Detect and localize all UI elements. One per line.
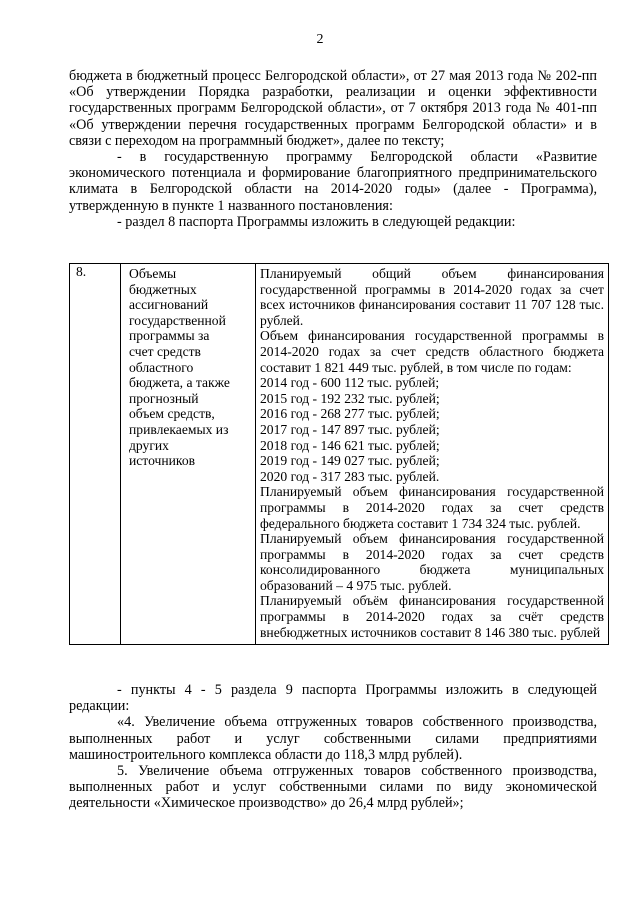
label-line: бюджетных (129, 281, 197, 297)
label-line: прогнозный (129, 390, 199, 406)
year-funding: 2020 год - 317 283 тыс. рублей. (260, 468, 440, 484)
row-label (121, 264, 256, 645)
year-funding: 2019 год - 149 027 тыс. рублей; (260, 453, 440, 469)
label-line: Объемы (129, 266, 177, 281)
label-line: программы за (129, 328, 210, 344)
outro-paragraph: «4. Увеличение объема отгруженных товаров собственного производства, выполненных работ и услуг собственными силами предприятиями машиностроительного комплекса области до 118,3 млрд рублей). (69, 714, 597, 763)
intro-paragraph: - раздел 8 паспорта Программы изложить в следующей редакции: (117, 213, 516, 230)
outro-paragraph: - пункты 4 - 5 раздела 9 паспорта Программы изложить в следующей редакции: (69, 682, 597, 715)
municipal-funding-text: Планируемый объем финансирования государственной программы в 2014-2020 годах за счет средств консолидированного бюджета муниципальных образований – 4 975 тыс. рублей. (260, 531, 604, 593)
label-line: бюджета, а также (129, 375, 230, 391)
label-line: источников (129, 453, 196, 469)
row-content (256, 264, 609, 645)
label-line: объем средств, (129, 406, 215, 422)
label-line: государственной (129, 312, 226, 328)
total-funding-text: Планируемый общий объем финансирования государственной программы в 2014-2020 годах за счет всех источников финансирования составит 11 707 128 тыс. рублей. (260, 266, 604, 328)
outro-text (69, 682, 597, 812)
outro-paragraph: 5. Увеличение объема отгруженных товаров собственного производства, выполненных работ и услуг собственными силами по виду экономической деятельности «Химическое производство» до 26,4 млрд рублей»; (69, 763, 597, 812)
passport-table (69, 263, 609, 645)
label-line: ассигнований (129, 297, 209, 313)
row-number: 8. (70, 264, 121, 645)
year-funding: 2016 год - 268 277 тыс. рублей; (260, 406, 440, 422)
federal-funding-text: Планируемый объем финансирования государственной программы в 2014-2020 годах за счет средств федерального бюджета составит 1 734 324 тыс. рублей. (260, 484, 604, 531)
label-line: привлекаемых из (129, 421, 229, 437)
table-row (70, 264, 609, 645)
label-line: областного (129, 359, 194, 375)
intro-paragraph: бюджета в бюджетный процесс Белгородской области», от 27 мая 2013 года № 202-пп «Об утверждении Порядка разработки, реализации и оценки эффективности государственных программ Белгородской области», от 7 октября 2013 года № 401-пп «Об утверждении перечня государственных программ Белгородской области» и в связи с переходом на программный бюджет», далее по тексту; (69, 68, 597, 149)
year-funding: 2014 год - 600 112 тыс. рублей; (260, 375, 440, 391)
intro-paragraph: - в государственную программу Белгородской области «Развитие экономического потенциала и формирование благоприятного предпринимательского климата в Белгородской области на 2014-2020 годы» (далее - Программа), утвержденную в пункте 1 названного постановления: (69, 149, 597, 214)
regional-funding-text: Объем финансирования государственной программы в 2014-2020 годах за счет средств областного бюджета составит 1 821 449 тыс. рублей, в том числе по годам: (260, 328, 604, 375)
intro-text (69, 68, 597, 230)
label-line: других (129, 437, 169, 453)
year-funding: 2018 год - 146 621 тыс. рублей; (260, 437, 440, 453)
label-line: счет средств (129, 343, 201, 359)
year-funding: 2017 год - 147 897 тыс. рублей; (260, 421, 440, 437)
year-funding: 2015 год - 192 232 тыс. рублей; (260, 390, 440, 406)
extrabudget-funding-text: Планируемый объём финансирования государственной программы в 2014-2020 годах за счёт средств внебюджетных источников составит 8 146 380 тыс. рублей (260, 593, 604, 640)
page-number: 2 (316, 32, 324, 47)
